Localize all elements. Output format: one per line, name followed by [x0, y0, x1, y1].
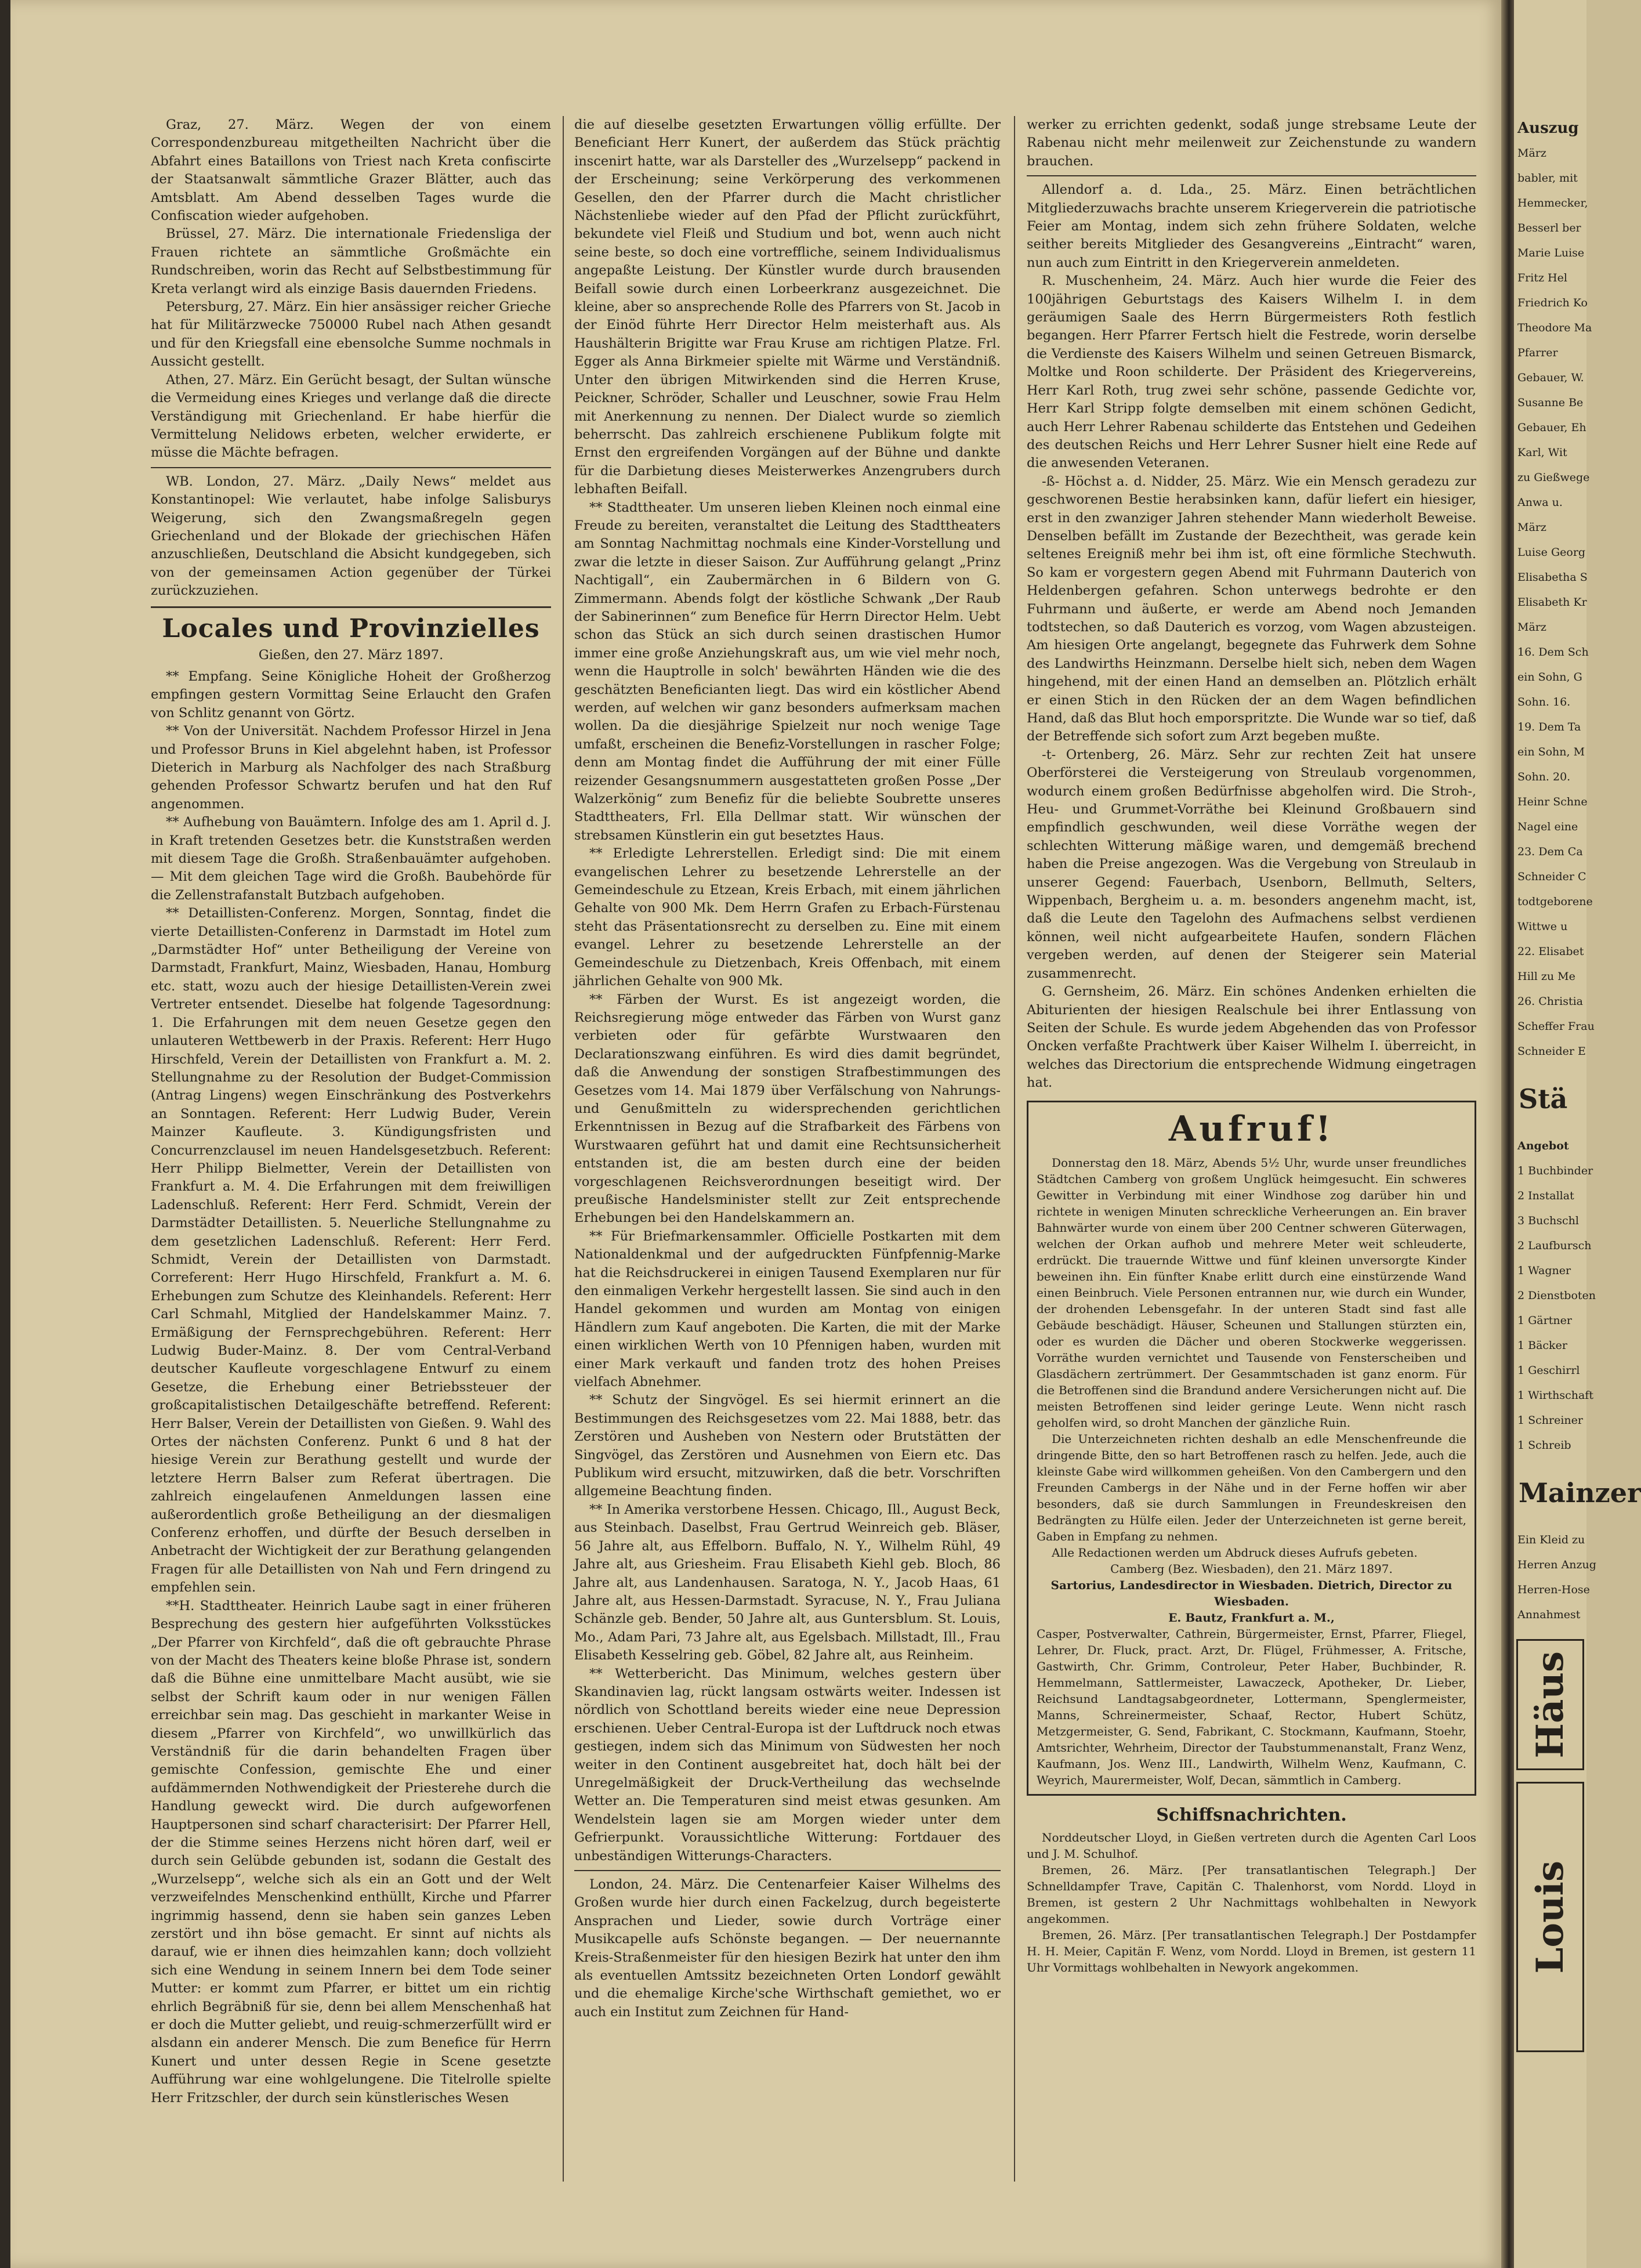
local-item: ** In Amerika verstorbene Hessen. Chicago, Ill., August Beck, aus Steinbach. Daselbst, Frau Gertrud Weinreich geb. Bläser, 56 Jahre alt, aus Effelborn. Buffalo, N. Y., Wilhelm Rühl, 49 Jahre alt, aus Griesheim. Frau Elisabeth Kiehl geb. Bloch, 86 Jahre alt, aus Landenhausen. Saratoga, N. Y., Jacob Haas, 61 Jahre alt, aus Hessen-Darmstadt. Syracuse, N. Y., Frau Juliana Schänzle geb. Bender, 50 Jahre alt, aus Guntersblum. St. Louis, Mo., Adam Pari, 73 Jahre alt, aus Egelsbach. Millstadt, Ill., Frau Elisabeth Kesselring geb. Göbel, 82 Jahre alt, aus Reinheim.	[574, 1502, 1001, 1663]
fragment-line: 1 Gärtner	[1517, 1314, 1572, 1327]
divider	[151, 467, 551, 468]
local-item: **H. Stadttheater. Heinrich Laube sagt in einer früheren Besprechung des gestern hier aufgeführten Volksstückes „Der Pfarrer von Kirchfeld“, daß die oft gebrauchte Phrase von der Macht des Theaters keine bloße Phrase ist, sondern daß die Bühne eine unmittelbare Macht ausübt, wie sie selbst der Schrift kaum oder in nur wenigen Fällen erreichbar sein mag. Das geschieht in markanter Weise in diesem „Pfarrer von Kirchfeld“, wo unwillkürlich das Verständniß für die darin behandelten Fragen über gemischte Confession, gemischte Ehe und einer aufdämmernden Nothwendigkeit der Priesterehe durch die Handlung geweckt wird. Die durch aufgeworfenen Hauptpersonen sind scharf characterisirt: Der Pfarrer Hell, der die Stimme seines Herzens nicht hören darf, weil er durch sein Gelübde gebunden ist, sodann die Gestalt des „Wurzelsepp“, welche sich als ein an Gott und der Welt verzweifelndes Menschenkind enthüllt, Kirche und Pfarrer ingrimmig hassend, denn sie haben sein ganzes Leben zerstört und ihn böse gemacht. Er sinnt auf nichts als darauf, wie er ihnen dies heimzahlen kann; doch vollzieht sich eine Wendung in seinem Innern bei dem Tode seiner Mutter: er kommt zum Pfarrer, er bittet um ein richtig ehrlich Begräbniß für sie, denn bei allem Menschenhaß hat er doch die Mutter geliebt, und reuig-schmerzerfüllt wird er alsdann ein anderer Mensch. Die zum Benefice für Herrn Kunert und unter dessen Regie in Scene gesetzte Aufführung war eine wohlgelungene. Die Titelrolle spielte Herr Fritzschler, der durch sein künstlerisches Wesen	[151, 1598, 552, 2106]
local-item: ** Für Briefmarkensammler. Officielle Postkarten mit dem Nationaldenkmal und der aufgedruckten Fünfpfennig-Marke hat die Reichsdruckerei in einigen Tausend Exemplaren nur für den einmaligen Verkehr hergestellt lassen. Sie sind auch in den Handel gekommen und wurden am Montag von einigen Händlern zum Kauf angeboten. Die Karten, die mit der Marke einen wirklichen Werth von 10 Pfennigen haben, wurden mit einer Mark verkauft und fanden trotz des hohen Preises vielfach Abnehmer.	[574, 1228, 1001, 1390]
local-item: ** Schutz der Singvögel. Es sei hiermit erinnert an die Bestimmungen des Reichsgesetzes vom 22. Mai 1888, betr. das Zerstören und Ausheben von Nestern oder Brutstätten der Singvögel, das Zerstören und Ausnehmen von Eiern etc. Das Publikum wird ersucht, mitzuwirken, daß die betr. Vorschriften allgemeine Beachtung finden.	[574, 1392, 1001, 1499]
fragment-line: Herren-Hose	[1517, 1583, 1590, 1596]
fragment-line: Sohn. 20.	[1517, 771, 1571, 783]
fragment-line: Heinr Schne	[1517, 795, 1588, 808]
local-item: ** Empfang. Seine Königliche Hoheit der Großherzog empfingen gestern Vormittag Seine Erlaucht den Grafen von Schlitz genannt von Görtz.	[151, 668, 551, 721]
fragment-line: Nagel eine	[1517, 820, 1578, 833]
fragment-line: Annahmest	[1517, 1608, 1581, 1621]
fragment-line: 2 Laufbursch	[1517, 1239, 1592, 1252]
fragment-line: Schneider E	[1517, 1045, 1586, 1058]
fragment-line: Marie Luise	[1517, 247, 1585, 259]
fragment-lines	[1514, 141, 1595, 1064]
fragment-line: 1 Geschirrl	[1517, 1364, 1580, 1377]
fragment-line: 2 Dienstboten	[1517, 1289, 1596, 1302]
column-3	[1027, 116, 1476, 1976]
fragment-list	[1514, 1159, 1596, 1458]
fragment-line: 23. Dem Ca	[1517, 845, 1583, 858]
fragment-line: 3 Buchschl	[1517, 1214, 1579, 1227]
fragment-line: ein Sohn, G	[1517, 671, 1582, 683]
fragment-line: Fritz Hel	[1517, 272, 1567, 284]
fragment-heading: Mainzer	[1519, 1477, 1641, 1509]
aufruf-title: Aufruf!	[1168, 1108, 1335, 1149]
local-item: ** Von der Universität. Nachdem Professor Hirzel in Jena und Professor Bruns in Kiel abgelehnt haben, ist Professor Dieterich in Marburg als Nachfolger des nach Straßburg gehenden Professor Schwartz berufen und hat den Ruf angenommen.	[151, 724, 551, 812]
local-item: die auf dieselbe gesetzten Erwartungen völlig erfüllte. Der Beneficiant Herr Kunert, der außerdem das Stück prächtig inscenirt hatte, war als Darsteller des „Wurzelsepp“ packend in der Erscheinung; seine Verkörperung des verkommenen Gesellen, den der Pfarrer durch die Macht christlicher Nächstenliebe wieder auf den Pfad der Pflicht zurückführt, bekundete viel Fleiß und Studium und bot, wenn auch nicht seine beste, so doch eine vortreffliche, seinem Individualismus angepaßte Leistung. Der Künstler wurde durch brausenden Beifall sowie durch einen Lorbeerkranz ausgezeichnet. Die kleine, aber so ansprechende Rolle des Pfarrers von St. Jacob in der Einöd führte Herr Director Helm meisterhaft aus. Als Haushälterin Brigitte war Frau Kruse am richtigen Platze. Frl. Egger als Anna Birkmeier spielte mit Wärme und Verständniß. Unter den übrigen Mitwirkenden sind die Herren Kruse, Peickner, Schröder, Schaller und Leuschner, sowie Frau Helm mit Anerkennung zu nennen. Der Dialect wurde so ziemlich beherrscht. Das zahlreich erschienene Publikum folgte mit Ernst den ergreifenden Vorgängen auf der Bühne und dankte für die Darbietung dieses Meisterwerkes Anzengrubers durch lebhaften Beifall.	[574, 117, 1001, 497]
fragment-line: babler, mit	[1517, 172, 1578, 185]
fragment-line: 1 Schreiner	[1517, 1414, 1583, 1427]
shipping-item: Bremen, 26. März. [Per transatlantischen Telegraph.] Der Schnelldampfer Trave, Capitän C. Thalenhorst, vom Nordd. Lloyd in Bremen, ist gestern 2 Uhr Nachmittags wohlbehalten in Newyork angekommen.	[1027, 1862, 1476, 1926]
page-gutter	[1501, 0, 1514, 2268]
fragment-tail	[1514, 1528, 1596, 1627]
fragment-line: Schneider C	[1517, 870, 1586, 883]
aufruf-paragraph: Die Unterzeichneten richten deshalb an edle Menschenfreunde die dringende Bitte, den so hart Betroffenen rasch zu helfen. Jede, auch die kleinste Gabe wird willkommen geheißen. Von den Cambergern und den Freunden Cambergs in der Nähe und in der Ferne hoffen wir aber besonders, daß sie durch Sammlungen in Freundeskreisen den Bedrängten zu Hülfe eilen. Jeder der Unterzeichneten ist gerne bereit, Gaben in Empfang zu nehmen.	[1037, 1431, 1466, 1543]
aufruf-paragraph: Alle Redactionen werden um Abdruck dieses Aufrufs gebeten.	[1052, 1545, 1418, 1560]
fragment-line: Sohn. 16.	[1517, 696, 1571, 708]
local-item: Allendorf a. d. Lda., 25. März. Einen beträchtlichen Mitgliederzuwachs brachte unserem Kriegerverein die patriotische Feier am Montag, indem sich zehn frühere Soldaten, welche seither bereits Mitglieder des Gesangvereins „Eintracht“ waren, nun auch zum Eintritt in den Kriegerverein anmeldeten.	[1027, 182, 1476, 270]
fragment-line: März	[1517, 147, 1546, 160]
fragment-line: 1 Schreib	[1517, 1439, 1571, 1452]
column-1	[151, 116, 551, 2107]
fragment-line: 1 Buchbinder	[1517, 1164, 1593, 1177]
fragment-line: Anwa u.	[1517, 496, 1563, 509]
fragment-line: 16. Dem Sch	[1517, 646, 1589, 659]
aufruf-signature: E. Bautz, Frankfurt a. M.,	[1168, 1610, 1335, 1625]
news-item: Athen, 27. März. Ein Gerücht besagt, der Sultan wünsche die Vermeidung eines Krieges und verlange daß die directe Verständigung mit Griechenland. Er habe hierfür die Vermittelung Nelidows erbeten, welcher erwiderte, er müsse die Mächte befragen.	[151, 372, 551, 461]
fragment-ad-box	[1516, 1639, 1584, 1770]
fragment-line: Hill zu Me	[1517, 970, 1575, 983]
divider	[574, 1870, 1001, 1871]
fragment-line: März	[1517, 621, 1546, 634]
fragment-line: Herren Anzug	[1517, 1558, 1596, 1571]
aufruf-appeal-box	[1027, 1101, 1476, 1796]
fragment-ad-text: Louis	[1528, 1860, 1572, 1974]
fragment-line: Besserl ber	[1517, 222, 1581, 234]
aufruf-signature: Sartorius, Landesdirector in Wiesbaden. Dietrich, Director zu Wiesbaden.	[1050, 1578, 1452, 1608]
column-2	[574, 116, 1001, 2021]
fragment-line: Scheffer Frau	[1517, 1020, 1595, 1033]
fragment-line: 22. Elisabet	[1517, 945, 1584, 958]
fragment-ad-box	[1516, 1782, 1584, 2052]
column-rule-1	[563, 116, 564, 2182]
aufruf-paragraph: Donnerstag den 18. März, Abends 5½ Uhr, wurde unser freundliches Städtchen Camberg von großem Unglück heimgesucht. Ein schweres Gewitter in Verbindung mit einer Windhose zog darüber hin und richtete in wenigen Minuten schreckliche Verheerungen an. Ein braver Bahnwärter wurde von einem über 200 Centner schweren Güterwagen, welchen der Orkan aufhob und mehrere Meter weit schleuderte, erdrückt. Die trauernde Wittwe und fünf kleinen unversorgte Kinder beweinen ihn. Ein fünfter Knabe erlitt durch eine einstürzende Wand einen Beinbruch. Viele Personen entrannen nur, wie durch ein Wunder, der drohenden Lebensgefahr. In der unteren Stadt sind fast alle Gebäude beschädigt. Häuser, Scheunen und Stallungen stürzten ein, oder es wurden die Dächer und oberen Stockwerke weggerissen. Vorräthe wurden vernichtet und Tausende von Fensterscheiben und Glasdächern zertrümmert. Der Gesammtschaden ist ganz enorm. Für die Betroffenen sind die Brandund andere Versicherungen nicht auf. Die meisten Betroffenen sind leider geringe Leute. Wenn nicht rasch geholfen wird, so droht Manchen der gänzliche Ruin.	[1037, 1155, 1466, 1430]
shipping-item: Bremen, 26. März. [Per transatlantischen Telegraph.] Der Postdampfer H. H. Meier, Capitän F. Wenz, vom Nordd. Lloyd in Bremen, ist gestern 11 Uhr Vormittags wohlbehalten in Newyork angekommen.	[1027, 1927, 1476, 1974]
fragment-line: 2 Installat	[1517, 1189, 1574, 1202]
local-item: ** Aufhebung von Bauämtern. Infolge des am 1. April d. J. in Kraft tretenden Gesetzes betr. die Kunststraßen werden mit diesem Tage die Großh. Straßenbauämter aufgehoben. — Mit dem gleichen Tage wird die Großh. Baubehörde für die Zellenstrafanstalt Butzbach aufgehoben.	[151, 815, 551, 903]
dateline: Gießen, den 27. März 1897.	[258, 647, 444, 663]
shipping-intro: Norddeutscher Lloyd, in Gießen vertreten durch die Agenten Carl Loos und J. M. Schulhof.	[1027, 1830, 1476, 1861]
fragment-list-head: Angebot	[1517, 1140, 1569, 1152]
divider	[151, 606, 551, 608]
fragment-line: Hemmecker,	[1517, 197, 1588, 209]
fragment-header: Auszug	[1517, 120, 1579, 137]
fragment-line: Pfarrer	[1517, 346, 1558, 359]
fragment-line: 1 Wagner	[1517, 1264, 1571, 1277]
fragment-ad-text: Häus	[1528, 1651, 1572, 1759]
fragment-line: ein Sohn, M	[1517, 746, 1585, 758]
local-item: werker zu errichten gedenkt, sodaß junge strebsame Leute der Rabenau nicht mehr meilenweit zur Zeichenstunde zu wandern brauchen.	[1027, 117, 1476, 169]
aufruf-signers: Casper, Postverwalter, Cathrein, Bürgermeister, Ernst, Pfarrer, Fliegel, Lehrer, Dr. Fluck, pract. Arzt, Dr. Flügel, Frühmesser, A. Fritsche, Gastwirth, Chr. Grimm, Controleur, Peter Haber, Buchbinder, R. Hemmelmann, Sattlermeister, Lawaczeck, Apotheker, Dr. Lieber, Reichsund Landtagsabgeordneter, Lottermann, Spenglermeister, Manns, Schreinermeister, Schaaf, Rector, Hubert Schütz, Metzgermeister, G. Send, Fabrikant, C. Stockmann, Kaufmann, Stoehr, Amtsrichter, Wehrheim, Director der Taubstummenanstalt, Franz Wenz, Kaufmann, Jos. Wenz III., Landwirth, Wilhelm Wenz, Kaufmann, C. Weyrich, Maurermeister, Wolf, Decan, sämmtlich in Camberg.	[1037, 1626, 1466, 1787]
divider	[1027, 175, 1476, 176]
news-item: Petersburg, 27. März. Ein hier ansässiger reicher Grieche hat für Militärzwecke 750000 Rubel nach Athen gesandt und für den Kriegsfall eine ebensolche Summe nochmals in Aussicht gestellt.	[151, 299, 551, 370]
fragment-line: Elisabeth Kr	[1517, 596, 1587, 609]
fragment-line: Karl, Wit	[1517, 446, 1567, 459]
news-item: Brüssel, 27. März. Die internationale Friedensliga der Frauen richtete an sämmtliche Großmächte ein Rundschreiben, worin das Recht auf Selbstbestimmung für Kreta verlangt wird als einzige Basis dauernden Friedens.	[151, 226, 551, 296]
local-item: -t- Ortenberg, 26. März. Sehr zur rechten Zeit hat unsere Oberförsterei die Versteigerung von Streulaub vorgenommen, wodurch einem großen Bedürfnisse abgeholfen wird. Die Stroh-, Heu- und Grummet-Vorräthe bei Kleinund Großbauern sind empfindlich geschwunden, weil diese Vorräthe wegen der schlechten Witterung mäßige waren, und demgemäß brechend haben die Preise angezogen. Was die Vergebung von Streulaub in unserer Gegend: Fauerbach, Usenborn, Bellmuth, Selters, Wippenbach, Bergheim u. a. m. besonders angenehm macht, ist, daß die Leute den Tagelohn des Aufmachens selbst verdienen können, weil nicht aufgearbeitete Haufen, sondern Flächen vergeben werden, auf denen der Steigerer sein Material zusammenrecht.	[1027, 747, 1476, 981]
fragment-heading: Stä	[1519, 1083, 1568, 1115]
local-item: G. Gernsheim, 26. März. Ein schönes Andenken erhielten die Abiturienten der hiesigen Realschule bei ihrer Entlassung von Seiten der Schule. Es wurde jedem Abgehenden das von Professor Oncken verfaßte Prachtwerk über Kaiser Wilhelm I. überreicht, in welches das Directorium die entsprechende Widmung eingetragen hat.	[1027, 984, 1476, 1091]
fragment-line: Wittwe u	[1517, 920, 1568, 933]
fragment-line: Theodore Ma	[1517, 321, 1592, 334]
fragment-line: März	[1517, 521, 1546, 534]
fragment-line: Elisabetha S	[1517, 571, 1588, 584]
fragment-line: Friedrich Ko	[1517, 296, 1588, 309]
fragment-line: Gebauer, W.	[1517, 371, 1584, 384]
fragment-line: 26. Christia	[1517, 995, 1583, 1008]
section-title: Locales und Provinzielles	[162, 613, 540, 643]
column-rule-2	[1014, 116, 1015, 2182]
adjacent-page-fragment	[1514, 0, 1641, 2268]
left-binding-edge	[0, 0, 10, 2268]
fragment-line: Gebauer, Eh	[1517, 421, 1586, 434]
local-item: ** Stadttheater. Um unseren lieben Kleinen noch einmal eine Freude zu bereiten, veranstaltet die Leitung des Stadttheaters am Sonntag Nachmittag nochmals eine Kinder-Vorstellung und zwar die letzte in dieser Saison. Zur Aufführung gelangt „Prinz Nachtigall“, ein Zaubermärchen in 6 Bildern von G. Zimmermann. Abends folgt der köstliche Schwank „Der Raub der Sabinerinnen“ zum Benefice für Herrn Director Helm. Uebt schon das Stück an sich durch seinen drastischen Humor immer eine große Anziehungskraft aus, um wie viel mehr noch, wenn die Hauptrolle in solch' bewährten Händen wie die des geschätzten Beneficianten liegt. Das wird ein köstlicher Abend werden, auf welchen wir ganz besonders aufmerksam machen wollen. Da die diesjährige Spielzeit nur noch wenige Tage umfaßt, erscheinen die Benefiz-Vorstellungen in rascher Folge; denn am Montag findet die Aufführung der mit einer Fülle reizender Gesangsnummern ausgestatteten großen Posse „Der Walzerkönig“ zum Benefiz für die beliebte Soubrette unseres Stadttheaters, Frl. Ella Dellmar statt. Wir wünschen der strebsamen Künstlerin ein gut besetztes Haus.	[574, 500, 1001, 843]
local-item: London, 24. März. Die Centenarfeier Kaiser Wilhelms des Großen wurde hier durch einen Fackelzug, durch begeisterte Ansprachen und Lieder, sowie durch Vorträge einer Musikcapelle aufs Schönste begangen. — Der neuernannte Kreis-Straßenmeister für den hiesigen Bezirk hat unter den ihm als eventuellen Amtssitz bezeichneten Orten Londorf gewählt und die ehemalige Kirche'sche Wirthschaft gemiethet, wo er auch ein Institut zum Zeichnen für Hand-	[574, 1877, 1001, 2020]
fragment-line: 1 Bäcker	[1517, 1339, 1567, 1352]
aufruf-place-date: Camberg (Bez. Wiesbaden), den 21. März 1897.	[1110, 1561, 1393, 1576]
fragment-line: todtgeborene	[1517, 895, 1593, 908]
local-item: R. Muschenheim, 24. März. Auch hier wurde die Feier des 100jährigen Geburtstags des Kaisers Wilhelm I. in dem geräumigen Saale des Herrn Bürgermeisters Roth festlich begangen. Herr Pfarrer Fertsch hielt die Festrede, worin derselbe die Verdienste des Kaisers Wilhelm und seinen Getreuen Bismarck, Moltke und Roon schilderte. Der Präsident des Kriegervereins, Herr Karl Roth, trug zwei sehr schöne, passende Gedichte vor, Herr Karl Stripp folgte demselben mit einem schönen Gedicht, auch Herr Lehrer Rabenau schilderte das Entstehen und Gedeihen des deutschen Reichs und Herr Lehrer Susner hielt eine Rede auf die anwesenden Veteranen.	[1027, 273, 1476, 471]
fragment-line: 19. Dem Ta	[1517, 721, 1581, 733]
fragment-line: Luise Georg	[1517, 546, 1586, 559]
news-item: Graz, 27. März. Wegen der von einem Correspondenzbureau mitgetheilten Nachricht über die Abfahrt eines Bataillons von Triest nach Kreta confiscirte der Staatsanwalt sämmtliche Grazer Blätter, auch das Amtsblatt. Am Abend desselben Tages wurde die Confiscation wieder aufgehoben.	[151, 117, 551, 224]
fragment-line: Susanne Be	[1517, 396, 1584, 409]
fragment-line: Ein Kleid zu	[1517, 1533, 1585, 1546]
shipping-news-title: Schiffsnachrichten.	[1156, 1804, 1347, 1825]
fragment-line: 1 Wirthschaft	[1517, 1389, 1593, 1402]
fragment-line: zu Gießwege	[1517, 471, 1590, 484]
news-item: WB. London, 27. März. „Daily News“ meldet aus Konstantinopel: Wie verlautet, habe infolge Salisburys Weigerung, sich den Zwangsmaßregeln gegen Griechenland und der Blokade der griechischen Häfen anzuschließen, Deutschland die Absicht kundgegeben, sich von der gemeinsamen Action gegenüber der Türkei zurückzuziehen.	[151, 473, 551, 599]
local-item: ** Detaillisten-Conferenz. Morgen, Sonntag, findet die vierte Detaillisten-Conferenz in Darmstadt im Hotel zum „Darmstädter Hof“ unter Betheiligung der Vereine von Darmstadt, Frankfurt, Mainz, Wiesbaden, Hanau, Homburg etc. statt, wozu auch der hiesige Detaillisten-Verein zwei Vertreter entsendet. Dieselbe hat folgende Tagesordnung: 1. Die Erfahrungen mit dem neuen Gesetze gegen den unlauteren Wettbewerb in der Praxis. Referent: Herr Hugo Hirschfeld, Verein der Detaillisten von Frankfurt a. M. 2. Stellungnahme zu der Resolution der Budget-Commission (Antrag Lingens) wegen Einschränkung des Postverkehrs an Sonntagen. Referent: Herr Ludwig Buder, Verein Mainzer Kaufleute. 3. Kündigungsfristen und Concurrenzclausel im neuen Handelsgesetzbuch. Referent: Herr Philipp Bielmetter, Verein der Detaillisten von Frankfurt a. M. 4. Die Erfahrungen mit dem freiwilligen Ladenschluß. Referent: Herr Ferd. Schmidt, Verein der Darmstädter Detaillisten. 5. Neuerliche Stellungnahme zu dem gesetzlichen Ladenschluß. Referent: Herr Ferd. Schmidt, Verein der Detaillisten von Darmstadt. Correferent: Herr Hugo Hirschfeld, Frankfurt a. M. 6. Erhebungen zum Schutze des Kleinhandels. Referent: Herr Carl Schmahl, Mitglied der Handelskammer Mainz. 7. Ermäßigung der Fernsprechgebühren. Referent: Herr Ludwig Buder-Mainz. 8. Der vom Central-Verband deutscher Kaufleute vorgeschlagene Entwurf zu einem Gesetze, die Erhebung einer Betriebssteuer der großcapitalistischen Detailgeschäfte betreffend. Referent: Herr Balser, Verein der Detaillisten von Gießen. 9. Wahl des Ortes der nächsten Conferenz. Punkt 6 und 8 hat der hiesige Verein zur Berathung gestellt und wurde der letztere Herrn Balser zum Referat übertragen. Die zahlreich eingelaufenen Anmeldungen lassen eine außerordentlich große Betheiligung an der diesmaligen Conferenz erhoffen, und dürfte der Besuch derselben in Anbetracht der Wichtigkeit der zur Berathung gelangenden Fragen für alle Detaillisten von Nah und Fern dringend zu empfehlen sein.	[151, 906, 551, 1596]
local-item: -ß- Höchst a. d. Nidder, 25. März. Wie ein Mensch geradezu zur geschworenen Bestie herabsinken kann, dafür liefert ein hiesiger, erst in den zwanziger Jahren stehender Mann wiederholt Beweise. Denselben befällt im Zustande der Bezechtheit, was gerade kein seltenes Ereigniß mehr bei ihm ist, oft eine förmliche Stechwuth. So kam er vorgestern gegen Abend mit Fuhrmann Dauterich von Heldenbergen gefahren. Schon unterwegs bedrohte er den Fuhrmann und äußerte, er werde am Abend noch Jemanden todtstechen, so daß Dauterich es vorzog, vom Wagen abzusteigen. Am hiesigen Orte angelangt, begegnete das Fuhrwerk dem Sohne des Landwirths Heinzmann. Derselbe hielt sich, neben dem Wagen hingehend, mit der einen Hand an demselben an. Plötzlich erhält er einen Stich in den Rücken der an dem Wagen befindlichen Hand, daß das Blut hoch emporspritzte. Die Wunde war so tief, daß der Betreffende sich sofort zum Arzt begeben mußte.	[1027, 473, 1476, 744]
local-item: ** Wetterbericht. Das Minimum, welches gestern über Skandinavien lag, rückt langsam ostwärts weiter. Indessen ist nördlich von Schottland bereits wieder eine neue Depression erschienen. Ueber Central-Europa ist der Luftdruck noch etwas gestiegen, indem sich das Minimum von Südwesten her noch weiter in den Continent ausgebreitet hat, doch hält bei der Unregelmäßigkeit der Druck-Vertheilung das wechselnde Wetter an. Die Temperaturen sind meist etwas gesunken. Am Wendelstein lagen sie am Morgen wieder unter dem Gefrierpunkt. Voraussichtliche Witterung: Fortdauer des unbeständigen Witterungs-Characters.	[574, 1666, 1001, 1864]
local-item: ** Färben der Wurst. Es ist angezeigt worden, die Reichsregierung möge entweder das Färben von Wurst ganz verbieten oder für gefärbte Wurstwaaren den Declarationszwang einführen. Es wird dies damit begründet, daß die Anwendung der sonstigen Strafbestimmungen des Gesetzes vom 14. Mai 1879 über Verfälschung von Nahrungs- und Genußmitteln zu widersprechenden gerichtlichen Erkenntnissen in Bezug auf die Strafbarkeit des Färbens von Wurstwaaren geführt hat und damit eine Rechtsunsicherheit entstanden ist, die am besten durch eine der beiden vorgeschlagenen Reichsverordnungen beseitigt wird. Der preußische Handelsminister stellt zur Zeit entsprechende Erhebungen bei den Handelskammern an.	[574, 992, 1001, 1226]
local-item: ** Erledigte Lehrerstellen. Erledigt sind: Die mit einem evangelischen Lehrer zu besetzende Lehrerstelle an der Gemeindeschule zu Etzean, Kreis Erbach, mit einem jährlichen Gehalte von 900 Mk. Dem Herrn Grafen zu Erbach-Fürstenau steht das Präsentationsrecht zu derselben zu. Eine mit einem evangel. Lehrer zu besetzende Lehrerstelle an der Gemeindeschule zu Dietzenbach, Kreis Offenbach, mit einem jährlichen Gehalte von 900 Mk.	[574, 846, 1001, 989]
